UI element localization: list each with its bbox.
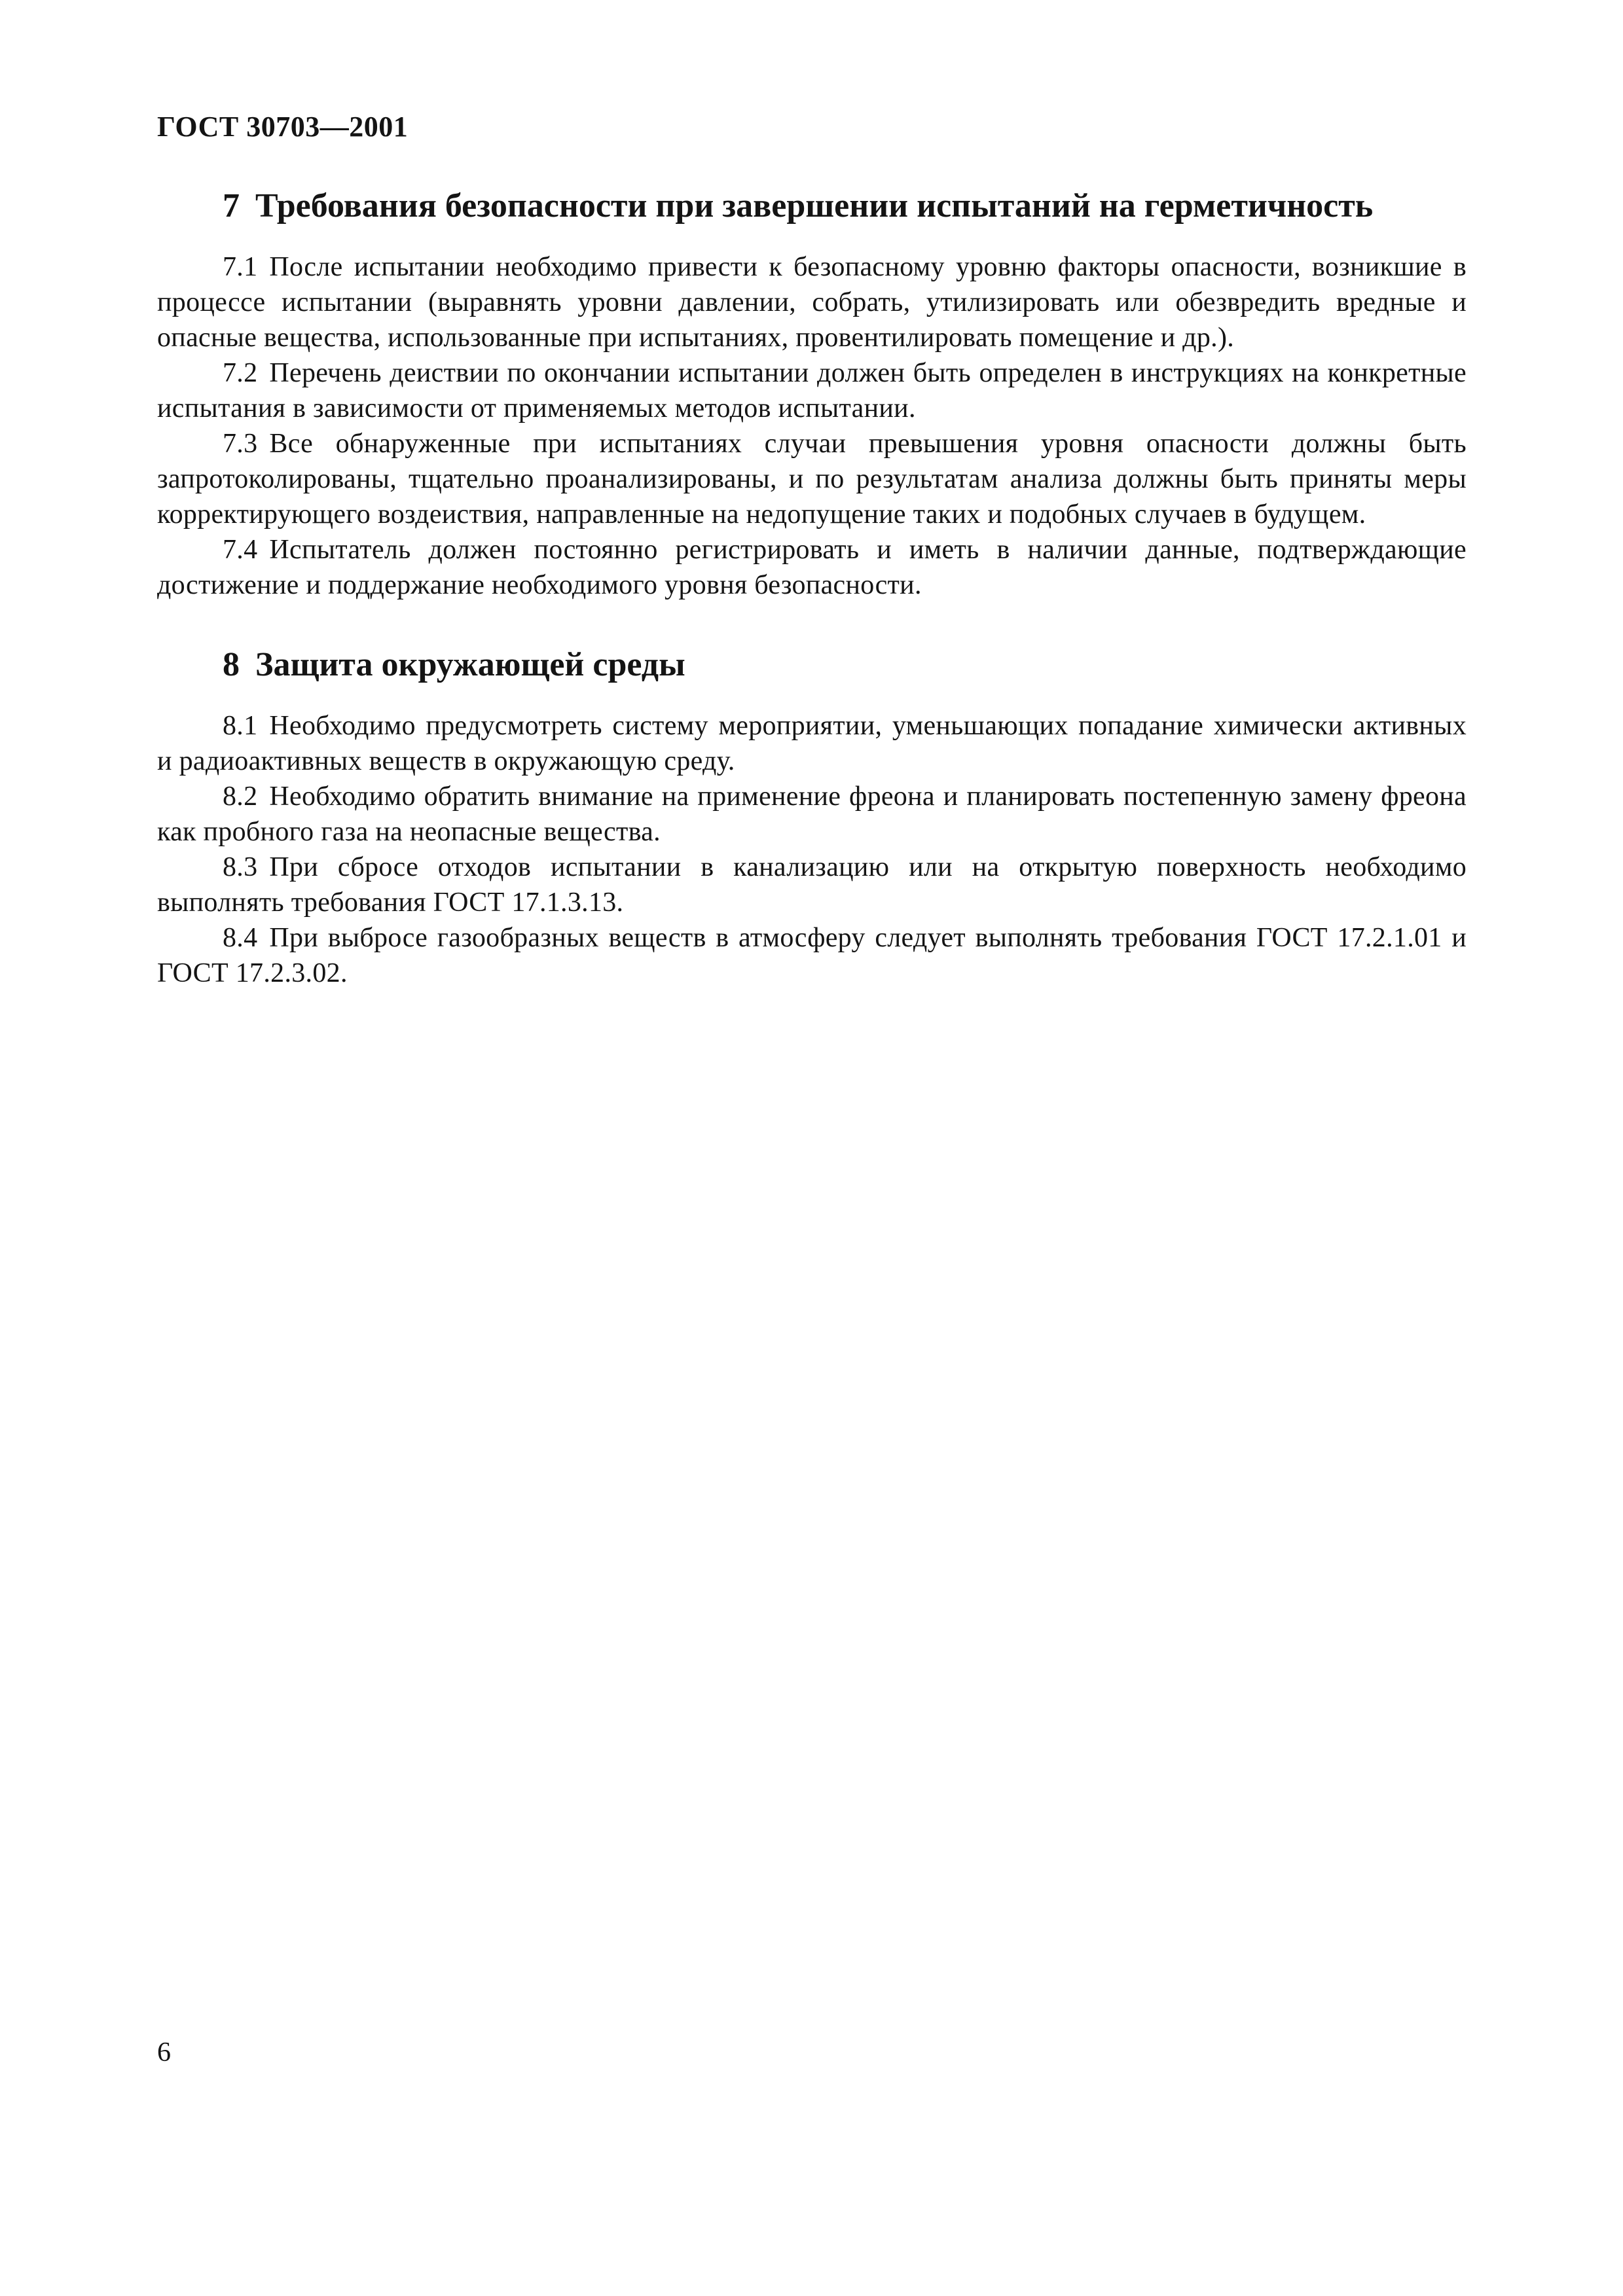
paragraph-number: 8.2 <box>223 781 258 812</box>
paragraph-7-2 <box>157 355 1467 426</box>
paragraph-text: Необходимо обратить внимание на применение фреона и планировать постепенную замену фреона как пробного газа на неопасные вещества. <box>157 781 1467 847</box>
section-8 <box>157 643 1467 991</box>
section-title: Требования безопасности при завершении испытаний на герметичность <box>255 187 1374 224</box>
paragraph-7-4 <box>157 532 1467 603</box>
paragraph-7-1 <box>157 249 1467 355</box>
paragraph-text: Все обнаруженные при испытаниях случаи превышения уровня опасности должны быть запротоколированы, тщательно проанализированы, и по результатам анализа должны быть приняты меры корректирующего воздеиствия, направленные на недопущение таких и подобных случаев в будущем. <box>157 429 1467 529</box>
paragraph-number: 7.3 <box>223 429 258 459</box>
paragraph-text: После испытании необходимо привести к безопасному уровню факторы опасности, возникшие в процессе испытании (выравнять уровни давлении, собрать, утилизировать или обезвредить вредные и опасные вещества, использованные при испытаниях, провентилировать помещение и др.). <box>157 252 1467 353</box>
paragraph-8-3 <box>157 850 1467 920</box>
paragraph-text: Перечень деиствии по окончании испытании должен быть определен в инструкциях на конкретные испытания в зависимости от применяемых методов испытании. <box>157 358 1467 423</box>
paragraph-number: 7.2 <box>223 358 258 388</box>
paragraph-number: 8.3 <box>223 852 258 882</box>
document-body <box>157 185 1467 1031</box>
paragraph-text: Необходимо предусмотреть систему мероприятии, уменьшающих попадание химически активных и радиоактивных веществ в окружающую среду. <box>157 711 1467 776</box>
document-id-header: ГОСТ 30703—2001 <box>157 111 409 143</box>
section-number: 7 <box>223 187 240 224</box>
paragraph-8-2 <box>157 779 1467 850</box>
section-title: Защита окружающей среды <box>255 646 685 683</box>
paragraph-number: 7.4 <box>223 535 258 565</box>
page-number: 6 <box>157 2037 171 2068</box>
paragraph-number: 8.4 <box>223 923 258 953</box>
paragraph-text: При сбросе отходов испытании в канализацию или на открытую поверхность необходимо выполнять требования ГОСТ 17.1.3.13. <box>157 852 1467 918</box>
section-number: 8 <box>223 646 240 683</box>
paragraph-number: 7.1 <box>223 252 258 282</box>
paragraph-8-4 <box>157 920 1467 991</box>
paragraph-number: 8.1 <box>223 711 258 741</box>
section-7 <box>157 185 1467 603</box>
paragraph-text: Испытатель должен постоянно регистрировать и иметь в наличии данные, подтверждающие достижение и поддержание необходимого уровня безопасности. <box>157 535 1467 600</box>
paragraph-text: При выбросе газообразных веществ в атмосферу следует выполнять требования ГОСТ 17.2.1.01 и ГОСТ 17.2.3.02. <box>157 923 1467 988</box>
section-heading <box>157 185 1467 227</box>
paragraph-7-3 <box>157 426 1467 532</box>
paragraph-8-1 <box>157 708 1467 779</box>
section-heading <box>157 643 1467 686</box>
